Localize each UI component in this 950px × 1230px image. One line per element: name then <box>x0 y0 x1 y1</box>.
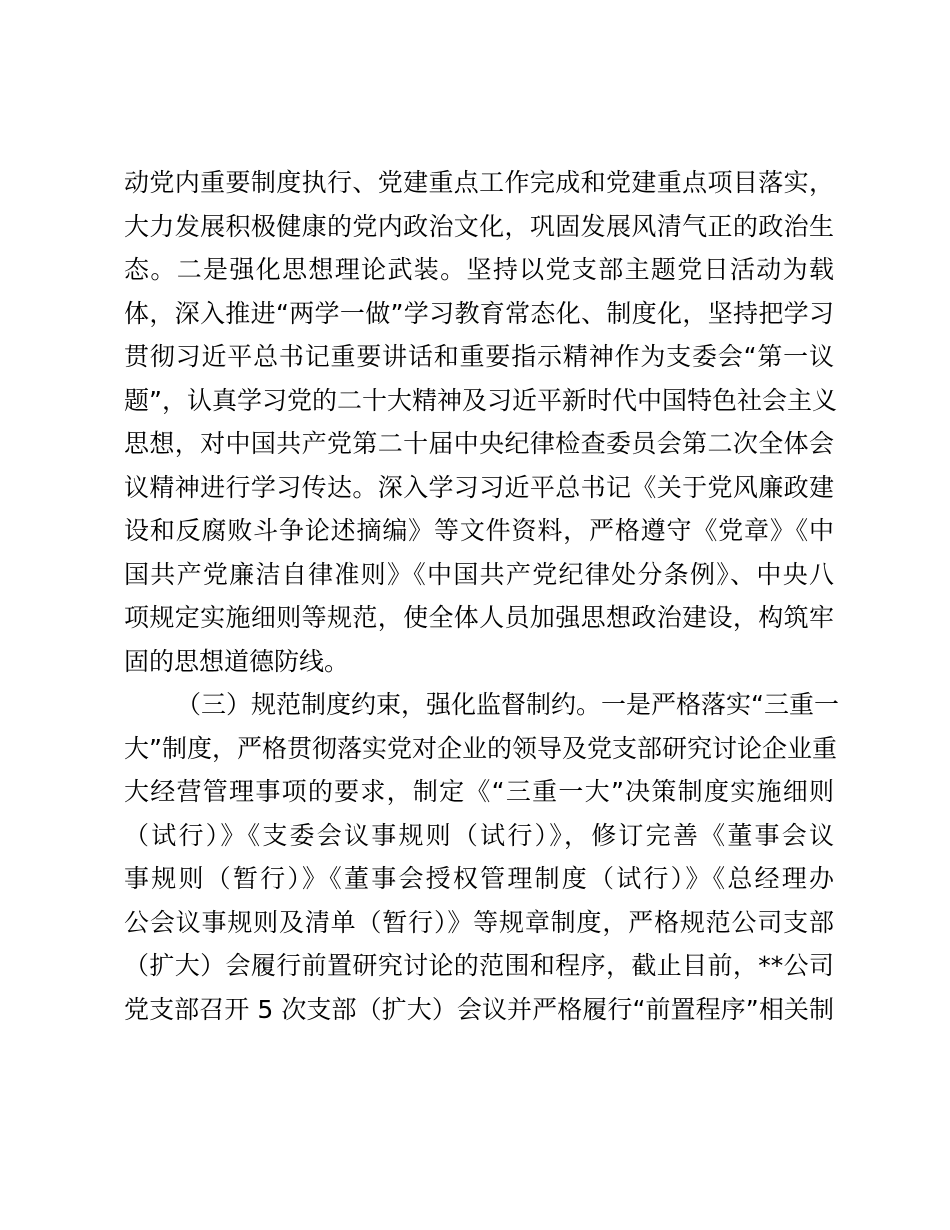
text-line: 大经营管理事项的要求，制定《“三重一大”决策制度实施细则 <box>124 777 834 806</box>
text-line: 议精神进行学习传达。深入学习习近平总书记《关于党风廉政建 <box>124 472 834 502</box>
text-line: 思想，对中国共产党第二十届中央纪律检查委员会第二次全体会 <box>124 429 834 458</box>
text-line: 国共产党廉洁自律准则》《中国共产党纪律处分条例》、中央八 <box>124 559 834 589</box>
text-line: 体，深入推进“两学一做”学习教育常态化、制度化，坚持把学习 <box>124 298 834 328</box>
text-line: 贯彻习近平总书记重要讲话和重要指示精神作为支委会“第一议 <box>124 342 834 371</box>
body-text <box>124 161 839 1031</box>
text-line: 大力发展积极健康的党内政治文化，巩固发展风清气正的政治生 <box>124 211 834 241</box>
text-line: 态。二是强化思想理论武装。坚持以党支部主题党日活动为载 <box>124 255 834 284</box>
text-line: 党支部召开 5 次支部（扩大）会议并严格履行“前置程序”相关制 <box>124 994 834 1024</box>
text-line: 设和反腐败斗争论述摘编》等文件资料，严格遵守《党章》《中 <box>124 516 834 545</box>
text-line: 题”，认真学习党的二十大精神及习近平新时代中国特色社会主义 <box>124 385 837 415</box>
text-line: （试行）》《支委会议事规则（试行）》，修订完善《董事会议 <box>124 820 834 850</box>
section-heading-line: （三）规范制度约束，强化监督制约。一是严格落实“三重一 <box>176 690 839 719</box>
text-line: 固的思想道德防线。 <box>124 646 350 676</box>
text-line: 项规定实施细则等规范，使全体人员加强思想政治建设，构筑牢 <box>124 603 834 632</box>
text-line: 公会议事规则及清单（暂行）》等规章制度，严格规范公司支部 <box>124 907 834 937</box>
text-line: 动党内重要制度执行、党建重点工作完成和党建重点项目落实， <box>124 168 834 197</box>
text-line: 事规则（暂行）》《董事会授权管理制度（试行）》《总经理办 <box>124 864 834 893</box>
text-line: 大”制度，严格贯彻落实党对企业的领导及党支部研究讨论企业重 <box>124 733 837 763</box>
text-line: （扩大）会履行前置研究讨论的范围和程序，截止目前，**公司 <box>124 951 834 980</box>
